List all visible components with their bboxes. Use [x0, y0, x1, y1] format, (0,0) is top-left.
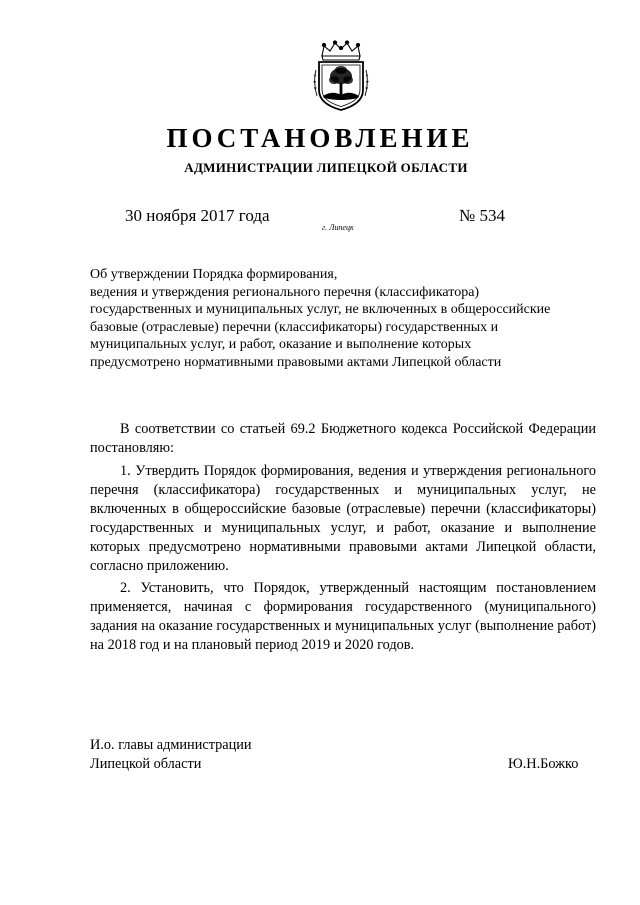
paragraph-item-1: 1. Утвердить Порядок формирования, ведения и утверждения регионального перечня (классификатора) государственных и муниципальных услуг, не включенных в общероссийские базовые (отраслевые) перечни (классификаторы) государственных и муниципальных услуг, и работ, оказание и выполнение которых предусмотрено нормативными правовыми актами Липецкой области, согласно приложению. [90, 463, 596, 574]
subject-line: государственных и муниципальных услуг, не включенных в общероссийские [90, 302, 551, 318]
subject-line: Об утверждении Порядка формирования, [90, 267, 338, 282]
coat-of-arms-icon [312, 40, 370, 112]
document-date: 30 ноября 2017 года [125, 206, 270, 225]
subject-line: базовые (отраслевые) перечни (классификаторы) государственных и [90, 319, 499, 335]
subject-line: ведения и утверждения регионального перечня (классификатора) [90, 284, 480, 300]
document-title: ПОСТАНОВЛЕНИЕ [166, 123, 474, 153]
document-city: г. Липецк [322, 223, 354, 232]
document-number: № 534 [459, 206, 505, 225]
paragraph-item-2: 2. Установить, что Порядок, утвержденный настоящим постановлением применяется, начиная с формирования государственного (муниципального) задания на оказание государственных и муниципальных услуг (выполнение работ) на 2018 год и на плановый период 2019 и 2020 годов. [90, 580, 596, 653]
signatory-position [90, 736, 252, 774]
signatory-position-line: И.о. главы администрации [90, 737, 252, 753]
signatory-name: Ю.Н.Божко [508, 756, 579, 772]
paragraph-intro: В соответствии со статьей 69.2 Бюджетного кодекса Российской Федерации постановляю: [90, 421, 596, 456]
signatory-position-line: Липецкой области [90, 756, 202, 772]
subject-line: предусмотрено нормативными правовыми актами Липецкой области [90, 354, 502, 370]
document-subject [90, 266, 610, 372]
subject-line: муниципальных услуг, и работ, оказание и выполнение которых [90, 337, 472, 353]
document-subtitle: АДМИНИСТРАЦИИ ЛИПЕЦКОЙ ОБЛАСТИ [184, 160, 468, 175]
